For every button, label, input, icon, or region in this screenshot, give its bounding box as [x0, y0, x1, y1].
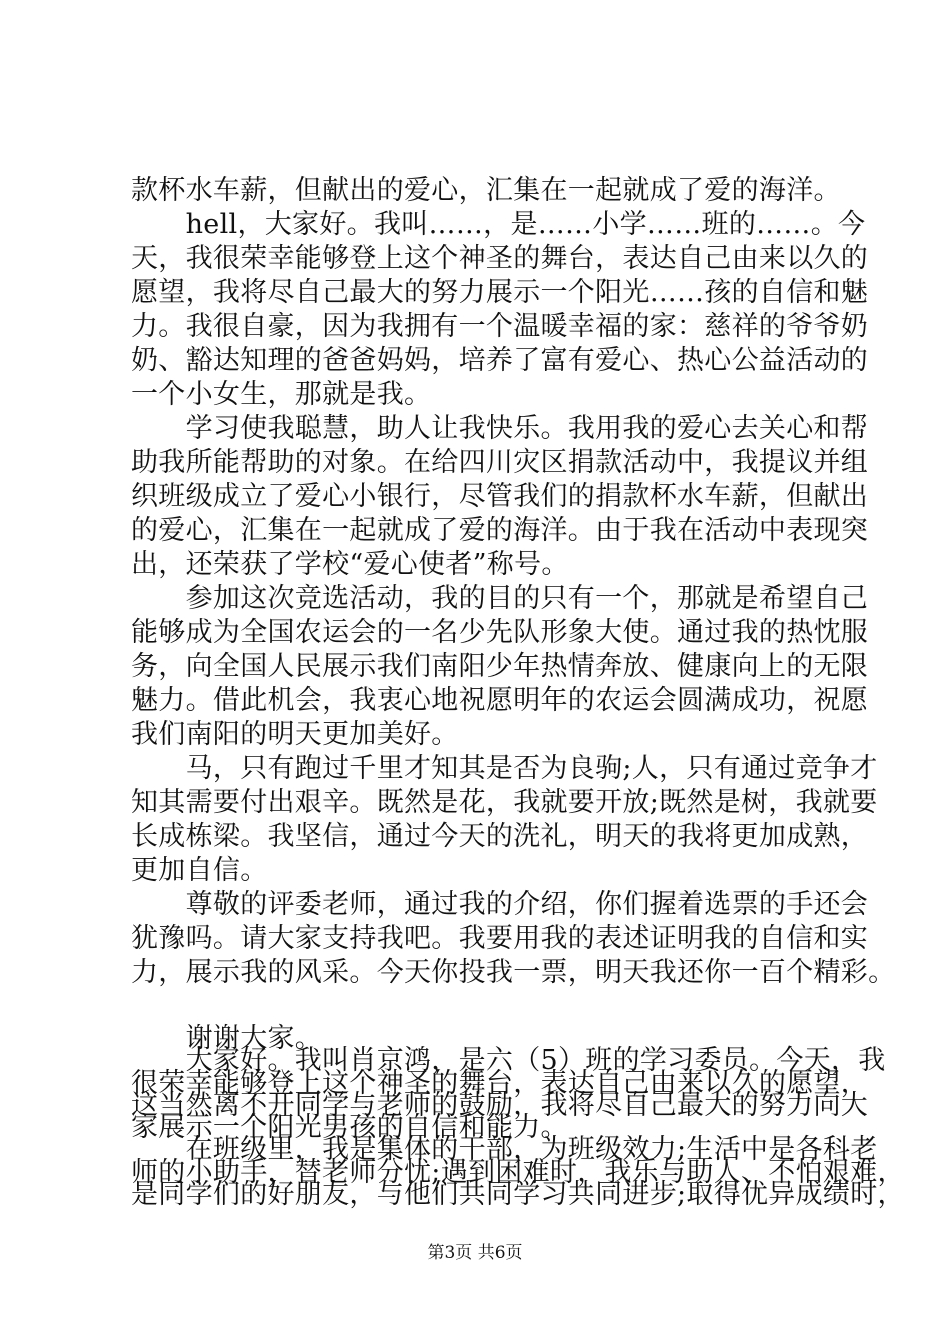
text-line: 更加自信。 — [131, 855, 268, 886]
page-number-footer: 第3页 共6页 — [427, 1243, 523, 1263]
text-line: 力。我很自豪，因为我拥有一个温暖幸福的家：慈祥的爷爷奶 — [131, 311, 869, 342]
text-line: 在班级里，我是集体的干部，为班级效力;生活中是各科老 — [131, 1134, 878, 1165]
text-line: 出，还荣获了学校“爱心使者”称号。 — [131, 549, 569, 580]
text-line: 犹豫吗。请大家支持我吧。我要用我的表述证明我的自信和实 — [131, 923, 869, 954]
text-line: 是同学们的好朋友，与他们共同学习共同进步;取得优异成绩时， — [131, 1179, 905, 1210]
text-line: 师的小助手，替老师分忧;遇到困难时，我乐与助人、不怕艰难， — [131, 1157, 905, 1188]
text-line: 奶、豁达知理的爸爸妈妈，培养了富有爱心、热心公益活动的 — [131, 345, 869, 376]
text-line: 愿望，我将尽自己最大的努力展示一个阳光……孩的自信和魅 — [131, 277, 869, 308]
text-line: 知其需要付出艰辛。既然是花，我就要开放;既然是树，我就要 — [131, 787, 878, 818]
text-line: 助我所能帮助的对象。在给四川灾区捐款活动中，我提议并组 — [131, 447, 869, 478]
text-line: 款杯水车薪，但献出的爱心，汇集在一起就成了爱的海洋。 — [131, 175, 841, 206]
text-line: 天，我很荣幸能够登上这个神圣的舞台，表达自己由来以久的 — [131, 243, 869, 274]
text-line: 一个小女生，那就是我。 — [131, 379, 432, 410]
text-line: 长成栋梁。我坚信，通过今天的洗礼，明天的我将更加成熟， — [131, 821, 869, 852]
text-line: 这当然离不开同学与老师的鼓励，我将尽自己最大的努力向大 — [131, 1090, 869, 1121]
text-line: 马，只有跑过千里才知其是否为良驹;人，只有通过竞争才 — [131, 753, 878, 784]
text-line: 务，向全国人民展示我们南阳少年热情奔放、健康向上的无限 — [131, 651, 869, 682]
text-line: 力，展示我的风采。今天你投我一票，明天我还你一百个精彩。 — [131, 957, 896, 988]
text-line: 谢谢大家。 — [131, 1023, 323, 1054]
text-line: 能够成为全国农运会的一名少先队形象大使。通过我的热忱服 — [131, 617, 869, 648]
text-line: 家展示一个阳光男孩的自信和能力。 — [131, 1112, 568, 1143]
text-line: 学习使我聪慧，助人让我快乐。我用我的爱心去关心和帮 — [131, 413, 869, 444]
text-line: 的爱心，汇集在一起就成了爱的海洋。由于我在活动中表现突 — [131, 515, 869, 546]
text-line: 很荣幸能够登上这个神圣的舞台，表达自己由来以久的愿望， — [131, 1068, 869, 1099]
text-line: 织班级成立了爱心小银行，尽管我们的捐款杯水车薪，但献出 — [131, 481, 869, 512]
text-line: 尊敬的评委老师，通过我的介绍，你们握着选票的手还会 — [131, 889, 869, 920]
text-line: 我们南阳的明天更加美好。 — [131, 719, 459, 750]
text-line: 魅力。借此机会，我衷心地祝愿明年的农运会圆满成功，祝愿 — [131, 685, 869, 716]
text-line: 大家好。我叫肖京鸿，是六（5）班的学习委员。今天，我 — [131, 1045, 886, 1076]
text-line: 参加这次竞选活动，我的目的只有一个，那就是希望自己 — [131, 583, 869, 614]
text-line: hell，大家好。我叫……，是……小学……班的……。今 — [131, 209, 866, 240]
